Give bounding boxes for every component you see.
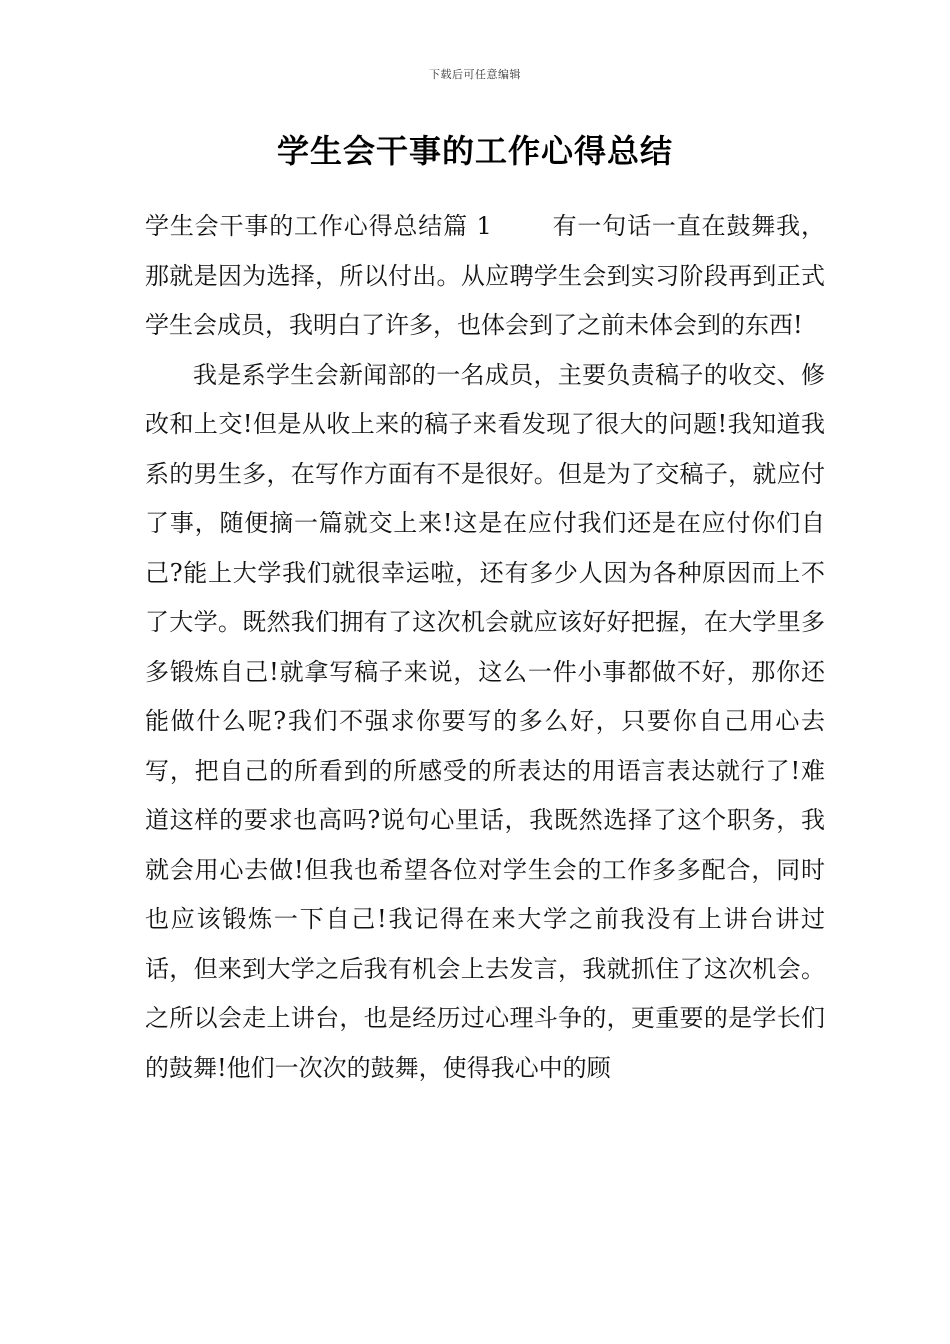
paragraph-2: 我是系学生会新闻部的一名成员，主要负责稿子的收交、修改和上交!但是从收上来的稿子来看发现了很大的问题!我知道我系的男生多，在写作方面有不是很好。但是为了交稿子，就应付了事，随便摘一篇就交上来!这是在应付我们还是在应付你们自己?能上大学我们就很幸运啦，还有多少人因为各种原因而上不了大学。既然我们拥有了这次机会就应该好好把握，在大学里多多锻炼自己!就拿写稿子来说，这么一件小事都做不好，那你还能做什么呢?我们不强求你要写的多么好，只要你自己用心去写，把自己的所看到的所感受的所表达的用语言表达就行了!难道这样的要求也高吗?说句心里话，我既然选择了这个职务，我就会用心去做!但我也希望各位对学生会的工作多多配合，同时也应该锻炼一下自己!我记得在来大学之前我没有上讲台讲过话，但来到大学之后我有机会上去发言，我就抓住了这次机会。之所以会走上讲台，也是经历过心理斗争的，更重要的是学长们的鼓舞!他们一次次的鼓舞，使得我心中的顾 <box>145 360 825 1082</box>
paragraph-1 <box>145 202 825 351</box>
document-title: 学生会干事的工作心得总结 <box>276 132 673 170</box>
paragraph-1-text: 有一句话一直在鼓舞我，那就是因为选择，所以付出。从应聘学生会到实习阶段再到正式学生会成员，我明白了许多，也体会到了之前未体会到的东西! <box>145 212 825 339</box>
watermark-text: 下载后可任意编辑 <box>429 68 521 81</box>
document-body <box>145 202 825 1093</box>
section-heading: 学生会干事的工作心得总结篇 1 <box>145 212 492 240</box>
